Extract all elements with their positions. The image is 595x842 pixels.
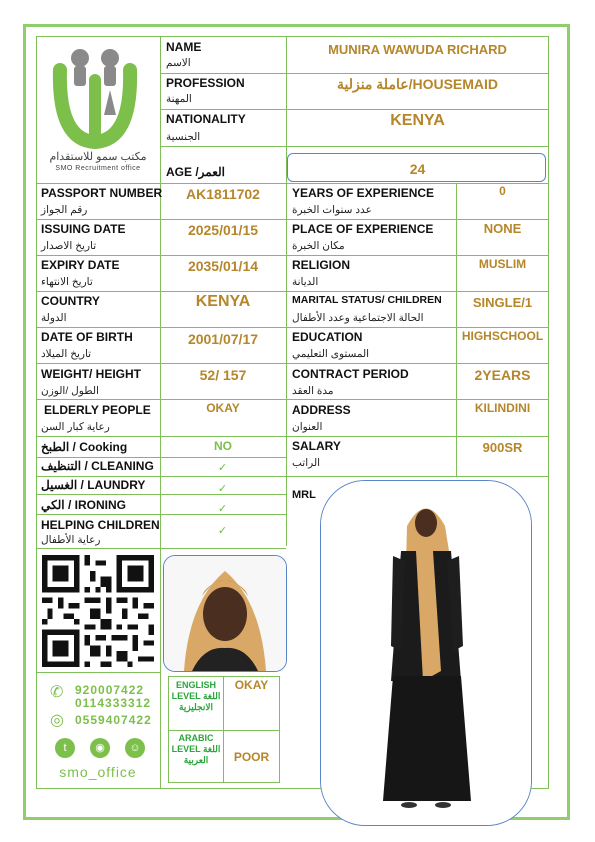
profession-label-ar: المهنة [166, 93, 192, 105]
laundry-label: الغسيل / LAUNDRY [41, 478, 146, 492]
passport-label-ar: رقم الجواز [41, 204, 88, 216]
helping-children-check-icon: ✓ [217, 525, 228, 537]
ironing-label: الكي / IRONING [41, 498, 126, 512]
cleaning-label: التنظيف / CLEANING [41, 459, 154, 473]
divider [36, 327, 549, 328]
issuing-value: 2025/01/15 [187, 222, 259, 238]
cooking-value: NO [214, 439, 232, 453]
divider [160, 73, 549, 74]
divider [36, 291, 549, 292]
elderly-label-ar: رعاية كبار السن [41, 421, 110, 433]
english-level-label: ENGLISH LEVEL اللغة الانجليزية [171, 680, 221, 712]
education-label: EDUCATION [292, 330, 363, 344]
religion-label: RELIGION [292, 258, 351, 272]
expiry-label: EXPIRY DATE [41, 258, 120, 272]
twitter-icon[interactable]: t [55, 738, 75, 758]
logo-name-ar: مكتب سمو للاستقدام [49, 151, 147, 163]
helping-children-label: HELPING CHILDREN [41, 518, 160, 532]
experience-place-label-ar: مكان الخبرة [292, 240, 345, 252]
contract-period-label: CONTRACT PERIOD [292, 367, 409, 381]
divider [36, 672, 160, 673]
social-handle: smo_office [59, 764, 137, 780]
full-body-photo [320, 480, 532, 826]
full-body-image [321, 481, 531, 825]
contract-period-value: 2YEARS [474, 367, 531, 383]
divider [160, 146, 549, 147]
salary-label-ar: الراتب [292, 457, 321, 469]
name-label: NAME [166, 40, 202, 54]
ironing-check-icon: ✓ [217, 503, 228, 515]
divider [160, 109, 549, 110]
age-label: AGE /العمر [166, 165, 226, 179]
experience-place-label: PLACE OF EXPERIENCE [292, 222, 434, 236]
marital-status-label-ar: الحالة الاجتماعية وعدد الأطفال [292, 312, 424, 324]
divider [36, 255, 549, 256]
religion-label-ar: الديانة [292, 276, 319, 288]
divider [36, 219, 549, 220]
profession-value: عاملة منزلية/HOUSEMAID [336, 76, 499, 92]
salary-value: 900SR [482, 440, 523, 455]
phone-number-2: 0114333312 [75, 696, 152, 710]
helping-children-label-ar: رعاية الأطفال [41, 534, 101, 546]
weight-height-label: WEIGHT/ HEIGHT [41, 367, 141, 381]
whatsapp-number: 0559407422 [75, 713, 152, 727]
experience-years-label-ar: عدد سنوات الخبرة [292, 204, 372, 216]
country-label: COUNTRY [41, 294, 100, 308]
phone-number-1: 920007422 [75, 683, 145, 697]
passport-value: AK1811702 [186, 186, 260, 202]
experience-years-label: YEARS OF EXPERIENCE [292, 186, 435, 200]
dob-value: 2001/07/17 [187, 331, 259, 347]
address-label: ADDRESS [292, 403, 351, 417]
nationality-value: KENYA [390, 112, 445, 129]
portrait-image [164, 556, 286, 671]
divider [36, 457, 286, 458]
nationality-label-ar: الجنسية [166, 131, 201, 143]
instagram-icon[interactable]: ◉ [90, 738, 110, 758]
divider [36, 436, 549, 437]
marital-status-label: MARITAL STATUS/ CHILDREN [292, 294, 442, 306]
marital-status-value: SINGLE/1 [472, 295, 533, 310]
elderly-label: ELDERLY PEOPLE [44, 403, 151, 417]
dob-label-ar: تاريخ الميلاد [41, 348, 92, 360]
weight-height-label-ar: الطول /الوزن [41, 385, 99, 397]
english-level-value: OKAY [234, 678, 269, 692]
nationality-label: NATIONALITY [166, 112, 246, 126]
smo-logo-icon [40, 40, 156, 155]
divider [286, 476, 287, 546]
logo [40, 40, 156, 180]
expiry-value: 2035/01/14 [187, 258, 259, 274]
experience-years-value: 0 [499, 184, 506, 198]
weight-height-value: 52/ 157 [199, 367, 247, 383]
address-value: KILINDINI [474, 401, 531, 415]
cooking-label: الطبخ / Cooking [41, 440, 128, 454]
elderly-value: OKAY [206, 401, 240, 415]
divider [36, 476, 549, 477]
qr-code [42, 555, 154, 667]
divider [36, 399, 549, 400]
issuing-label: ISSUING DATE [41, 222, 126, 236]
religion-value: MUSLIM [478, 257, 527, 271]
dob-label: DATE OF BIRTH [41, 330, 133, 344]
name-value: MUNIRA WAWUDA RICHARD [328, 42, 507, 57]
experience-place-value: NONE [483, 221, 522, 236]
education-label-ar: المستوى التعليمي [292, 348, 370, 360]
issuing-label-ar: تاريخ الاصدار [41, 240, 97, 252]
divider [36, 548, 286, 549]
divider [36, 363, 549, 364]
country-value: KENYA [195, 293, 251, 310]
divider [168, 730, 280, 731]
name-label-ar: الاسم [166, 57, 191, 69]
salary-label: SALARY [292, 439, 341, 453]
qr-code-icon [42, 555, 154, 667]
arabic-level-label: ARABIC LEVEL اللغة العربية [171, 733, 221, 765]
logo-name-en: SMO Recruitment office [55, 165, 141, 172]
country-label-ar: الدولة [41, 312, 67, 324]
divider [286, 36, 287, 476]
portrait-photo [163, 555, 287, 672]
passport-label: PASSPORT NUMBER [41, 186, 163, 200]
expiry-label-ar: تاريخ الانتهاء [41, 276, 93, 288]
snapchat-icon[interactable]: ☺ [125, 738, 145, 758]
phone-icon: ✆ [50, 684, 64, 701]
age-value: 24 [409, 161, 426, 177]
cleaning-check-icon: ✓ [217, 462, 228, 474]
contract-period-label-ar: مدة العقد [292, 385, 334, 397]
laundry-check-icon: ✓ [217, 483, 228, 495]
education-value: HIGHSCHOOL [461, 329, 544, 343]
address-label-ar: العنوان [292, 421, 323, 433]
mrl-label: MRL [292, 489, 316, 501]
arabic-level-value: POOR [233, 750, 270, 764]
profession-label: PROFESSION [166, 76, 245, 90]
whatsapp-icon: ◎ [50, 712, 64, 729]
